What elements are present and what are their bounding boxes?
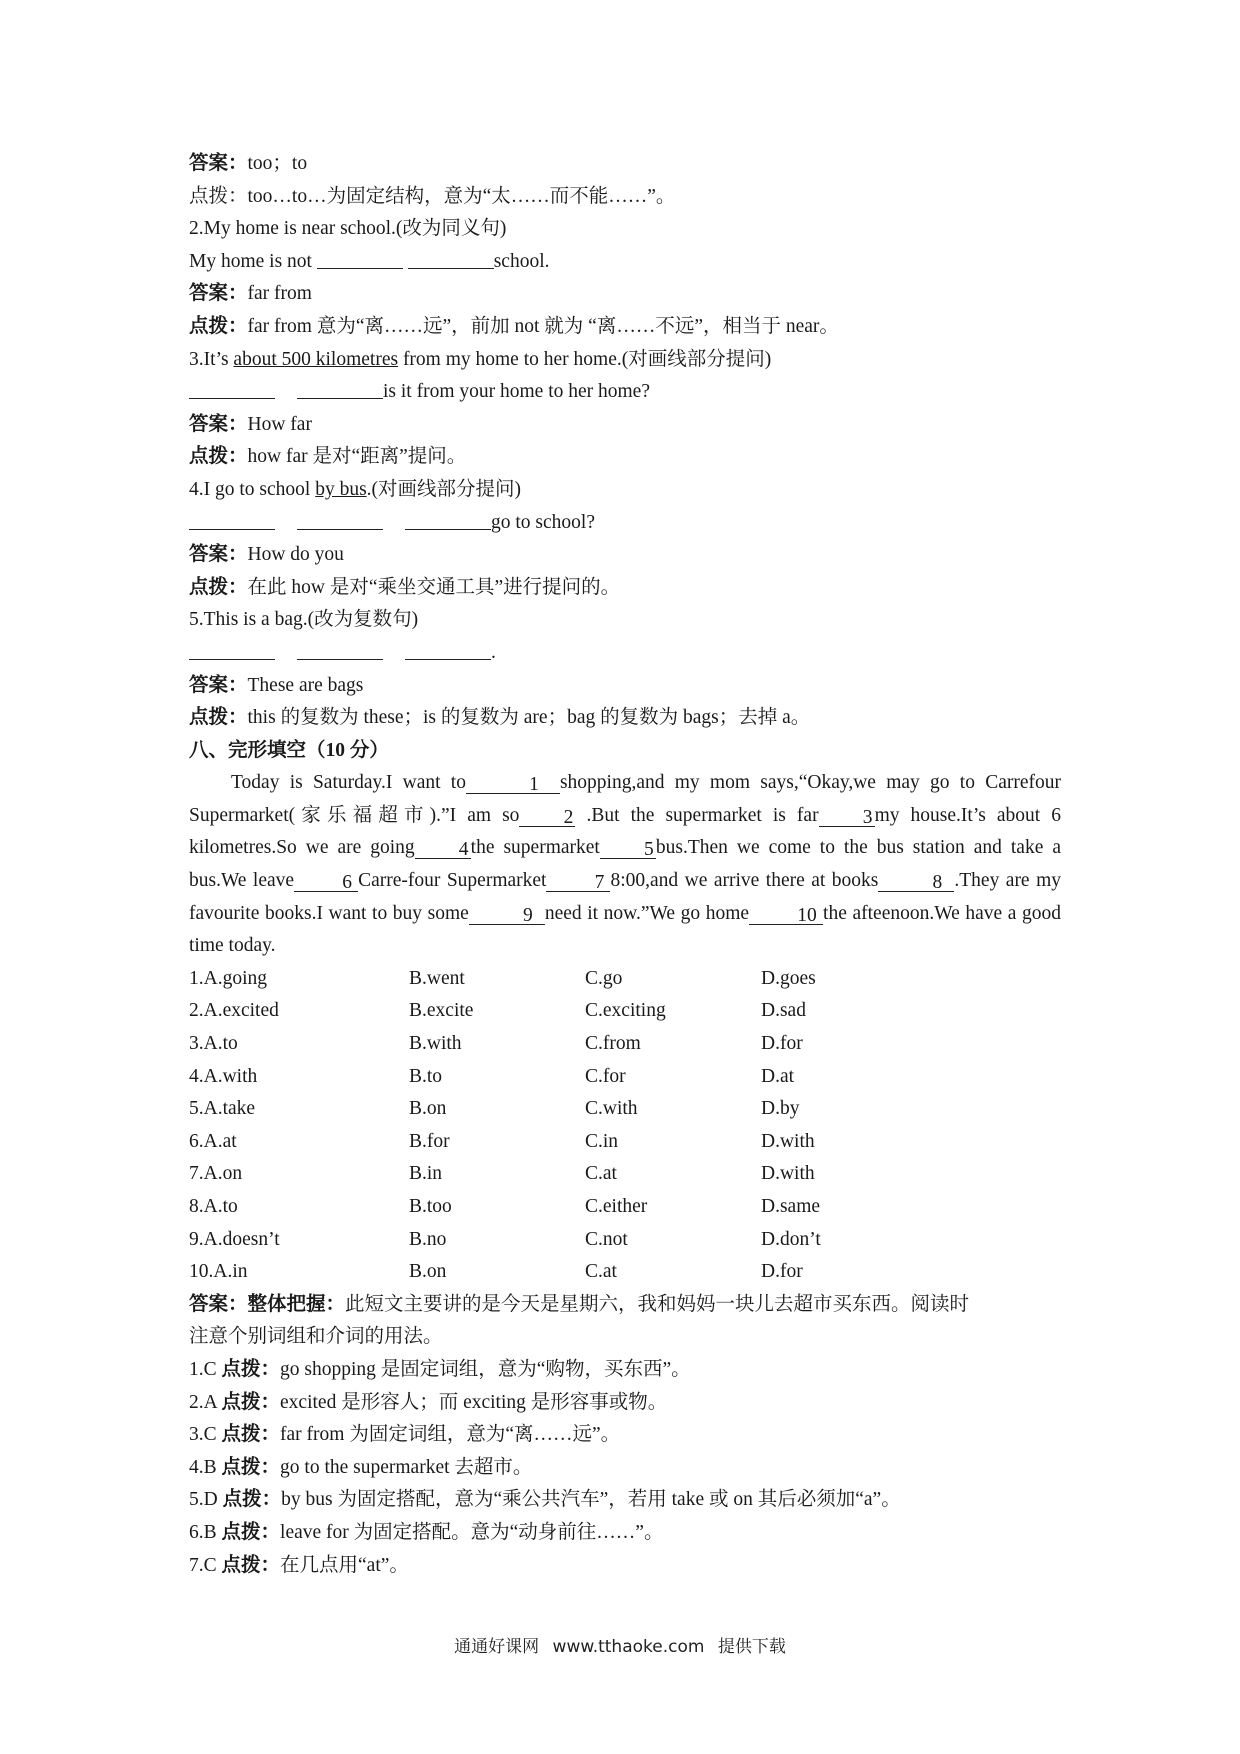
option[interactable]: 4.A.with bbox=[189, 1065, 258, 1087]
q4-stem bbox=[189, 474, 1061, 507]
q3-answer: How far bbox=[247, 413, 312, 435]
q4-suffix: go to school? bbox=[491, 511, 595, 533]
answer-label: 答案： bbox=[189, 153, 248, 174]
q2-answer-line bbox=[189, 278, 1061, 311]
explanation-text: by bus 为固定搭配，意为“乘公共汽车”，若用 take 或 on 其后必须加“a”。 bbox=[281, 1489, 901, 1511]
option[interactable]: D.with bbox=[761, 1163, 815, 1185]
option[interactable]: 10.A.in bbox=[189, 1261, 248, 1283]
explanation-number: 1.C bbox=[189, 1358, 217, 1380]
passage-text: my house.It’s about 6 kilometres.So we are going bbox=[189, 804, 1061, 859]
cloze-blank-6[interactable]: 6 bbox=[294, 871, 358, 892]
option-row bbox=[189, 1061, 1061, 1094]
answer-blank[interactable] bbox=[297, 509, 383, 530]
q4-hint: 在此 how 是对“乘坐交通工具”进行提问的。 bbox=[247, 576, 621, 598]
option[interactable]: C.in bbox=[585, 1130, 619, 1152]
q3-answer-line bbox=[189, 409, 1061, 442]
hint-label: 点拨： bbox=[221, 1424, 281, 1446]
cloze-blank-8[interactable]: 8 bbox=[878, 871, 954, 892]
q1-hint: too…to…为固定结构，意为“太……而不能……”。 bbox=[247, 185, 676, 207]
cloze-blank-4[interactable]: 4 bbox=[415, 838, 471, 859]
q1-answer-line bbox=[189, 148, 1061, 181]
option[interactable]: 8.A.to bbox=[189, 1196, 238, 1217]
explanation-line bbox=[189, 1387, 1061, 1420]
footer-url[interactable]: www.tthaoke.com bbox=[552, 1637, 705, 1657]
explanation-line bbox=[189, 1550, 1061, 1583]
option-row bbox=[189, 1224, 1061, 1257]
passage-text: .They are my favourite books.I want to buy some bbox=[189, 870, 1061, 924]
option[interactable]: D.same bbox=[761, 1196, 821, 1217]
answer-label: 答案： bbox=[189, 1293, 248, 1315]
q2-prefix: My home is not bbox=[189, 250, 312, 272]
explanation-line bbox=[189, 1452, 1061, 1485]
option[interactable]: D.don’t bbox=[761, 1228, 821, 1250]
hint-label: 点拨： bbox=[189, 446, 248, 468]
q3-stem-post: from my home to her home.(对画线部分提问) bbox=[402, 348, 772, 370]
option-row bbox=[189, 1126, 1061, 1159]
cloze-blank-9[interactable]: 9 bbox=[469, 904, 545, 925]
q2-suffix: school. bbox=[493, 250, 550, 272]
q5-hint-line bbox=[189, 702, 1061, 735]
footer-site: 通通好课网 bbox=[454, 1637, 540, 1657]
explanation-text: far from 为固定词组，意为“离……远”。 bbox=[280, 1424, 621, 1446]
overall-text: 此短文主要讲的是今天是星期六，我和妈妈一块儿去超市买东西。阅读时 bbox=[345, 1293, 970, 1315]
passage-text: bus.Then we come to the bus station and take a bus.We leave bbox=[189, 837, 1062, 892]
option[interactable]: D.goes bbox=[761, 967, 816, 989]
option[interactable]: B.on bbox=[409, 1098, 447, 1120]
answer-label: 答案： bbox=[189, 674, 248, 696]
answer-label: 答案： bbox=[189, 283, 248, 305]
overall-label: 整体把握： bbox=[247, 1293, 346, 1315]
option-row bbox=[189, 1191, 1061, 1224]
q5-fill-line bbox=[189, 637, 1061, 670]
option[interactable]: B.for bbox=[409, 1130, 450, 1152]
explanation-text: leave for 为固定搭配。意为“动身前往……”。 bbox=[280, 1521, 664, 1543]
cloze-blank-3[interactable]: 3 bbox=[819, 806, 875, 827]
option[interactable]: 7.A.on bbox=[189, 1163, 243, 1185]
answer-blank[interactable] bbox=[189, 509, 275, 530]
option[interactable]: D.with bbox=[761, 1130, 815, 1152]
cloze-blank-1[interactable]: 1 bbox=[466, 773, 560, 794]
option[interactable]: B.went bbox=[409, 967, 465, 989]
option[interactable]: D.for bbox=[761, 1033, 803, 1055]
q3-stem bbox=[189, 344, 1061, 377]
q4-stem-pre: 4.I go to school bbox=[189, 478, 311, 500]
q3-hint-line bbox=[189, 441, 1061, 474]
option[interactable]: B.on bbox=[409, 1261, 447, 1283]
option[interactable]: 1.A.going bbox=[189, 967, 267, 989]
q3-suffix: is it from your home to her home? bbox=[383, 381, 650, 403]
option-row bbox=[189, 1256, 1061, 1289]
overall-line-2: 注意个别词组和介词的用法。 bbox=[189, 1326, 443, 1348]
explanation-text: go shopping 是固定词组，意为“购物，买东西”。 bbox=[280, 1358, 691, 1380]
option[interactable]: B.no bbox=[409, 1228, 447, 1250]
passage-text: need it now.”We go home bbox=[544, 902, 750, 924]
option[interactable]: 3.A.to bbox=[189, 1033, 238, 1055]
answer-blank[interactable] bbox=[189, 378, 275, 399]
passage-text: Today is Saturday.I want to bbox=[231, 772, 466, 794]
option[interactable]: 2.A.excited bbox=[189, 1000, 279, 1022]
cloze-blank-7[interactable]: 7 bbox=[546, 871, 610, 892]
answer-blank[interactable] bbox=[408, 248, 494, 269]
q3-underlined: about 500 kilometres bbox=[233, 348, 399, 370]
option[interactable]: C.for bbox=[585, 1065, 626, 1087]
explanation-line bbox=[189, 1354, 1061, 1387]
explanation-number: 3.C bbox=[189, 1424, 217, 1446]
option[interactable]: 5.A.take bbox=[189, 1098, 256, 1120]
q4-answer-line bbox=[189, 539, 1061, 572]
hint-label: 点拨： bbox=[221, 1554, 281, 1576]
q2-stem: 2.My home is near school.(改为同义句) bbox=[189, 218, 507, 240]
passage-text: Carre-four Supermarket bbox=[358, 870, 547, 892]
q5-suffix: . bbox=[491, 641, 496, 663]
page-footer bbox=[0, 1632, 1240, 1657]
passage-text: 8:00,and we arrive there at books bbox=[610, 870, 879, 892]
explanation-number: 4.B bbox=[189, 1456, 217, 1478]
option[interactable]: D.at bbox=[761, 1065, 795, 1087]
q1-hint-line bbox=[189, 181, 1061, 214]
explanation-text: 在几点用“at”。 bbox=[280, 1554, 409, 1576]
option[interactable]: B.with bbox=[409, 1033, 462, 1055]
explanation-line bbox=[189, 1484, 1061, 1517]
hint-label: 点拨： bbox=[189, 185, 248, 207]
option[interactable]: C.go bbox=[585, 967, 623, 989]
hint-label: 点拨： bbox=[189, 707, 248, 729]
q5-hint: this 的复数为 these；is 的复数为 are；bag 的复数为 bags；去掉 a。 bbox=[247, 707, 811, 729]
answer-label: 答案： bbox=[189, 413, 248, 435]
q2-fill-line bbox=[189, 246, 1061, 279]
answer-blank[interactable] bbox=[297, 378, 383, 399]
hint-label: 点拨： bbox=[221, 1358, 281, 1380]
answer-blank[interactable] bbox=[405, 639, 491, 660]
explanation-line bbox=[189, 1419, 1061, 1452]
explanation-number: 5.D bbox=[189, 1489, 218, 1511]
option[interactable]: C.at bbox=[585, 1163, 617, 1185]
option[interactable]: C.exciting bbox=[585, 1000, 666, 1022]
answer-label: 答案： bbox=[189, 544, 248, 566]
option-row bbox=[189, 1158, 1061, 1191]
options-table bbox=[189, 963, 1061, 1289]
passage-text: .But the supermarket is far bbox=[586, 804, 819, 826]
option[interactable]: C.not bbox=[585, 1228, 628, 1250]
answer-blank[interactable] bbox=[405, 509, 491, 530]
hint-label: 点拨： bbox=[221, 1456, 281, 1478]
q3-fill-line bbox=[189, 376, 1061, 409]
hint-label: 点拨： bbox=[189, 576, 248, 598]
passage-text: the supermarket bbox=[470, 837, 600, 859]
explanation-number: 7.C bbox=[189, 1554, 217, 1576]
q4-stem-post: .(对画线部分提问) bbox=[366, 478, 522, 500]
option[interactable]: D.for bbox=[761, 1261, 803, 1283]
option-row bbox=[189, 963, 1061, 996]
option[interactable]: B.too bbox=[409, 1196, 452, 1217]
q5-answer: These are bags bbox=[247, 674, 364, 696]
option[interactable]: D.sad bbox=[761, 1000, 806, 1022]
option[interactable]: D.by bbox=[761, 1098, 800, 1120]
hint-label: 点拨： bbox=[221, 1391, 281, 1413]
explanation-line bbox=[189, 1517, 1061, 1550]
cloze-passage bbox=[189, 767, 1061, 963]
answer-blank[interactable] bbox=[189, 639, 275, 660]
section-title: 八、完形填空（10 分） bbox=[189, 739, 389, 761]
passage-text: the afteenoon.We have a good time today. bbox=[189, 902, 1061, 957]
cloze-blank-5[interactable]: 5 bbox=[600, 838, 656, 859]
option[interactable]: B.in bbox=[409, 1163, 443, 1185]
option-row bbox=[189, 1028, 1061, 1061]
q2-hint-line bbox=[189, 311, 1061, 344]
q2-hint: far from 意为“离……远”，前加 not 就为 “离……不远”，相当于 near。 bbox=[247, 315, 839, 337]
option[interactable]: C.with bbox=[585, 1098, 638, 1120]
q4-underlined: by bus bbox=[315, 478, 367, 500]
q4-fill-line bbox=[189, 507, 1061, 540]
overall-line-1 bbox=[189, 1289, 1061, 1322]
passage-text: shopping,and my mom says,“Okay,we may go to Carrefour Supermarket(家乐福超市).”I am so bbox=[189, 772, 1061, 826]
option[interactable]: C.at bbox=[585, 1261, 617, 1283]
cloze-blank-2[interactable]: 2 bbox=[519, 806, 575, 827]
cloze-blank-10[interactable]: 10 bbox=[749, 904, 823, 925]
option-row bbox=[189, 1093, 1061, 1126]
q5-stem: 5.This is a bag.(改为复数句) bbox=[189, 609, 419, 631]
q1-answer: too；to bbox=[247, 153, 308, 174]
q4-answer: How do you bbox=[247, 544, 344, 566]
explanation-number: 6.B bbox=[189, 1521, 217, 1543]
option-row bbox=[189, 995, 1061, 1028]
q3-hint: how far 是对“距离”提问。 bbox=[247, 446, 467, 468]
option[interactable]: C.either bbox=[585, 1196, 648, 1217]
footer-tail: 提供下载 bbox=[717, 1637, 786, 1657]
hint-label: 点拨： bbox=[189, 315, 248, 337]
q5-answer-line bbox=[189, 670, 1061, 703]
option[interactable]: 6.A.at bbox=[189, 1130, 237, 1152]
hint-label: 点拨： bbox=[221, 1521, 281, 1543]
q4-hint-line bbox=[189, 572, 1061, 605]
explanation-number: 2.A bbox=[189, 1391, 217, 1413]
option[interactable]: 9.A.doesn’t bbox=[189, 1228, 280, 1250]
q2-answer: far from bbox=[247, 283, 312, 305]
explanation-text: excited 是形容人；而 exciting 是形容事或物。 bbox=[280, 1391, 668, 1413]
explanation-text: go to the supermarket 去超市。 bbox=[280, 1456, 533, 1478]
option[interactable]: B.excite bbox=[409, 1000, 474, 1022]
answer-blank[interactable] bbox=[297, 639, 383, 660]
document-page bbox=[189, 148, 1061, 1582]
option[interactable]: C.from bbox=[585, 1033, 641, 1055]
q3-stem-pre: 3.It’s bbox=[189, 348, 229, 370]
hint-label: 点拨： bbox=[222, 1489, 282, 1511]
answer-blank[interactable] bbox=[317, 248, 403, 269]
option[interactable]: B.to bbox=[409, 1065, 443, 1087]
